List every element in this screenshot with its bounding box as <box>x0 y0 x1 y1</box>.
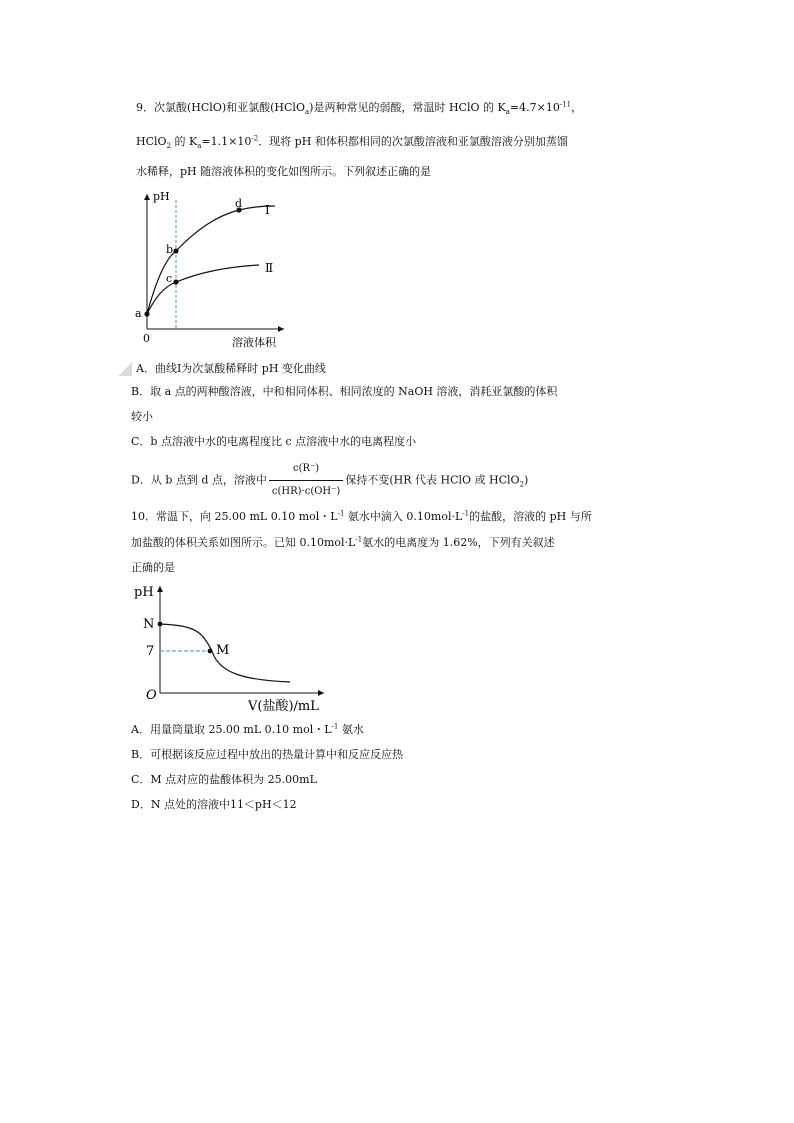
point-c <box>173 279 178 284</box>
q10-stem-text: 氨水的电离度为 1.62%，下列有关叙述 <box>362 536 555 549</box>
q9-stem-text: ．现将 pH 和体积都相同的次氯酸溶液和亚氯酸溶液分别加蒸馏 <box>258 135 568 148</box>
q9-option-d[interactable] <box>131 459 528 502</box>
point-n <box>158 622 163 627</box>
q9-stem-text: )是两种常见的弱酸，常温时 HClO 的 K <box>309 101 506 114</box>
curve-1 <box>147 206 275 314</box>
curve-1-label: Ⅰ <box>265 203 270 217</box>
q10-exponent: -1 <box>331 722 339 731</box>
q9-stem-text: ， <box>571 101 583 114</box>
q9-ka-exponent: -2 <box>251 134 259 143</box>
q9-graph <box>126 186 296 352</box>
fraction-denominator: c(HR)·c(OH⁻) <box>271 486 341 497</box>
point-c-label: c <box>166 272 173 285</box>
q10-option-d[interactable]: D．N 点处的溶液中11＜pH＜12 <box>131 798 297 811</box>
q9-ka-value: =1.1×10 <box>201 135 252 148</box>
tick-7-label: 7 <box>146 644 155 659</box>
q9-stem-line3: 水稀释，pH 随溶液体积的变化如图所示。下列叙述正确的是 <box>136 165 432 178</box>
q9-ka-value: =4.7×10 <box>509 101 560 114</box>
point-b <box>173 248 178 253</box>
page-fold-mark <box>118 362 132 376</box>
q9-stem-text: 的 K <box>171 135 198 148</box>
point-n-label: N <box>143 617 155 632</box>
q10-graph <box>126 580 336 716</box>
y-axis-label: pH <box>134 585 154 600</box>
point-d-label: d <box>235 197 243 210</box>
q9-option-d-text: 保持不变(HR 代表 HClO 或 HClO <box>345 473 520 487</box>
q9-option-a[interactable]: A．曲线Ⅰ为次氯酸稀释时 pH 变化曲线 <box>136 362 326 375</box>
q10-option-a[interactable] <box>131 723 364 737</box>
q10-stem-line3: 正确的是 <box>131 561 175 574</box>
q10-stem-line2 <box>131 536 555 550</box>
q9-ka-exponent: -11 <box>559 100 572 109</box>
point-a-label: a <box>135 307 142 320</box>
origin-label: 0 <box>143 332 150 345</box>
point-m-label: M <box>216 643 230 658</box>
q9-stem-text: 9．次氯酸(HClO)和亚氯酸(HClO <box>136 101 305 114</box>
q9-sub-2: 2 <box>166 142 172 151</box>
curve-2-label: Ⅱ <box>265 261 274 275</box>
q10-option-a-text: 氨水 <box>338 723 364 736</box>
q10-option-c[interactable]: C．M 点对应的盐酸体积为 25.00mL <box>131 773 317 786</box>
point-m <box>208 649 213 654</box>
origin-label: O <box>146 688 157 703</box>
q10-exponent: -1 <box>337 509 345 518</box>
q10-stem-line1 <box>131 510 592 524</box>
q10-stem-text: 的盐酸，溶液的 pH 与所 <box>469 510 592 523</box>
fraction <box>269 459 343 502</box>
q9-option-b-line2: 较小 <box>131 410 153 423</box>
q9-formula: HClO <box>136 135 167 148</box>
q9-option-b-line1[interactable]: B．取 a 点的两种酸溶液，中和相同体积、相同浓度的 NaOH 溶液，消耗亚氯酸的体积 <box>131 385 558 398</box>
q9-option-c[interactable]: C．b 点溶液中水的电离程度比 c 点溶液中水的电离程度小 <box>131 435 417 448</box>
q9-stem-line1 <box>136 101 582 115</box>
q10-option-a-text: A．用量筒量取 25.00 mL 0.10 mol・L <box>131 723 332 736</box>
q9-ka-sub: a <box>197 142 202 151</box>
y-axis-label: pH <box>153 190 170 203</box>
x-axis-label: 溶液体积 <box>232 336 276 349</box>
q10-option-b[interactable]: B．可根据该反应过程中放出的热量计算中和反应反应热 <box>131 748 404 761</box>
x-axis-label: V(盐酸)/mL <box>248 699 319 714</box>
q9-ka-sub: a <box>505 108 510 117</box>
q10-stem-text: 加盐酸的体积关系如图所示。已知 0.10mol·L <box>131 536 356 549</box>
q9-option-d-text: ) <box>524 473 529 487</box>
q9-sub-2: a <box>304 108 310 117</box>
point-b-label: b <box>166 243 174 256</box>
q10-exponent: -1 <box>462 509 470 518</box>
q9-stem-line2 <box>136 135 568 149</box>
q9-option-d-text: D．从 b 点到 d 点，溶液中 <box>131 473 267 487</box>
fraction-numerator: c(R⁻) <box>269 459 343 481</box>
q10-exponent: -1 <box>355 535 363 544</box>
q10-stem-text: 10．常温下，向 25.00 mL 0.10 mol・L <box>131 510 338 523</box>
q9-sub-2: 2 <box>519 480 525 489</box>
point-a <box>144 311 149 316</box>
q10-stem-text: 氨水中滴入 0.10mol·L <box>344 510 463 523</box>
curve-2 <box>147 265 259 314</box>
